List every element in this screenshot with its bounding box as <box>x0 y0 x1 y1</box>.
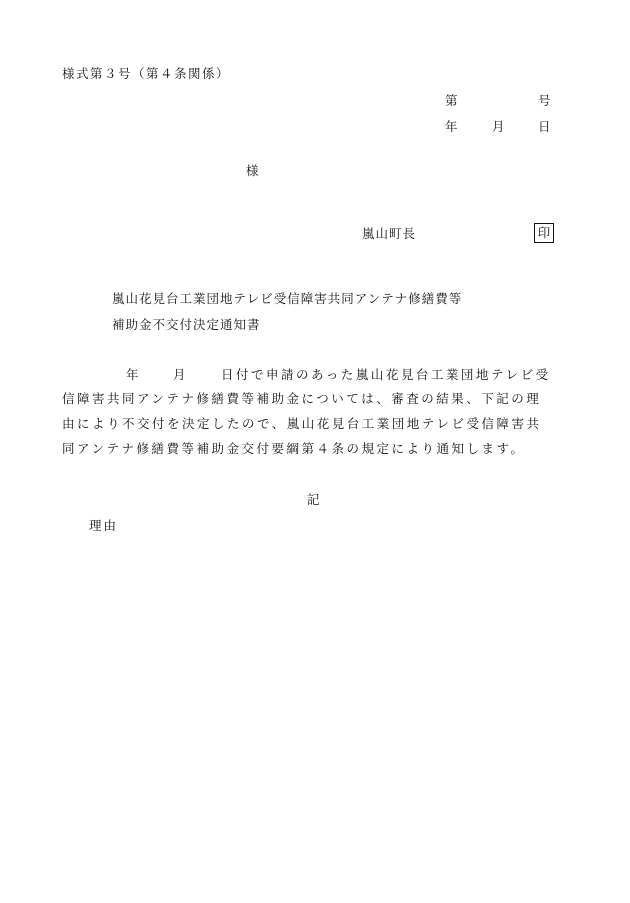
body-date-year: 年 <box>126 367 142 382</box>
body-date-month: 月 <box>173 367 189 382</box>
doc-number-suffix: 号 <box>538 93 551 108</box>
notice-title-line2: 補助金不交付決定通知書 <box>112 317 261 332</box>
body-line-1: 日付で申請のあった嵐山花見台工業団地テレビ受 <box>221 367 551 382</box>
reason-label: 理由 <box>89 518 119 533</box>
issuer-name: 嵐山町長 <box>362 226 417 241</box>
date-year-label: 年 <box>445 119 458 134</box>
notice-title-line1: 嵐山花見台工業団地テレビ受信障害共同アンテナ修繕費等 <box>112 291 463 306</box>
form-number: 様式第３号（第４条関係） <box>62 66 231 81</box>
body-line-4: 同アンテナ修繕費等補助金交付要綱第４条の規定により通知します。 <box>62 441 526 456</box>
seal-mark: 印 <box>534 223 554 243</box>
date-day-label: 日 <box>538 119 551 134</box>
date-month-label: 月 <box>492 119 505 134</box>
body-line-3: 由により不交付を決定したので、嵐山花見台工業団地テレビ受信障害共 <box>62 416 542 431</box>
recipient-suffix: 様 <box>246 163 259 178</box>
body-line-2: 信障害共同アンテナ修繕費等補助金については、審査の結果、下記の理 <box>62 391 542 406</box>
record-heading: 記 <box>307 492 320 507</box>
doc-number-prefix: 第 <box>445 93 458 108</box>
